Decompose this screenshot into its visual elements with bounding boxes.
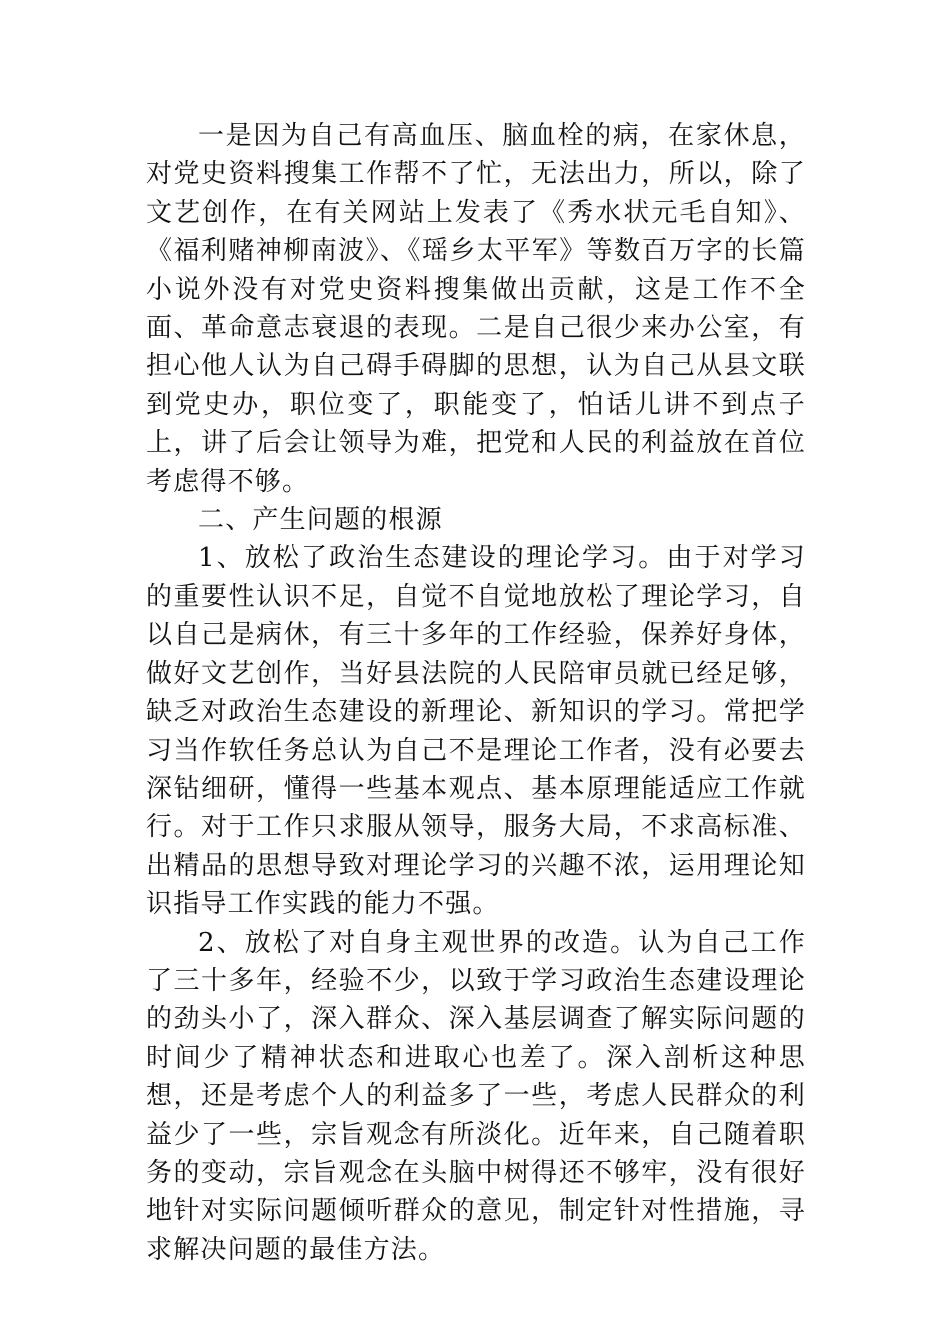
paragraph-self-criticism: 一是因为自己有高血压、脑血栓的病，在家休息，对党史资料搜集工作帮不了忙，无法出力，所以，除了文艺创作，在有关网站上发表了《秀水状元毛自知》、《福利赌神柳南波》、《瑶乡太平军》等数百万字的长篇小说外没有对党史资料搜集做出贡献，这是工作不全面、革命意志衰退的表现。二是自己很少来办公室，有担心他人认为自己碍手碍脚的思想，认为自己从县文联到党史办，职位变了，职能变了，怕话儿讲不到点子上，讲了后会让领导为难，把党和人民的利益放在首位考虑得不够。 (146, 121, 806, 497)
section-heading-root-causes: 二、产生问题的根源 (198, 505, 443, 536)
paragraph-subjective-world: 2、放松了对自身主观世界的改造。认为自己工作了三十多年，经验不少，以致于学习政治生态建设理论的劲头小了，深入群众、深入基层调查了解实际问题的时间少了精神状态和进取心也差了。深入剖析这种思想，还是考虑个人的利益多了一些，考虑人民群众的利益少了一些，宗旨观念有所淡化。近年来，自己随着职务的变动，宗旨观念在头脑中树得还不够牢，没有很好地针对实际问题倾听群众的意见，制定针对性措施，寻求解决问题的最佳方法。 (146, 927, 806, 1265)
document-page (146, 117, 806, 1269)
paragraph-theory-study: 1、放松了政治生态建设的理论学习。由于对学习的重要性认识不足，自觉不自觉地放松了理论学习，自以自己是病休，有三十多年的工作经验，保养好身体，做好文艺创作，当好县法院的人民陪审员就已经足够，缺乏对政治生态建设的新理论、新知识的学习。常把学习当作软任务总认为自己不是理论工作者，没有必要去深钻细研，懂得一些基本观点、基本原理能适应工作就行。对于工作只求服从领导，服务大局，不求高标准、出精品的思想导致对理论学习的兴趣不浓，运用理论知识指导工作实践的能力不强。 (146, 543, 806, 920)
